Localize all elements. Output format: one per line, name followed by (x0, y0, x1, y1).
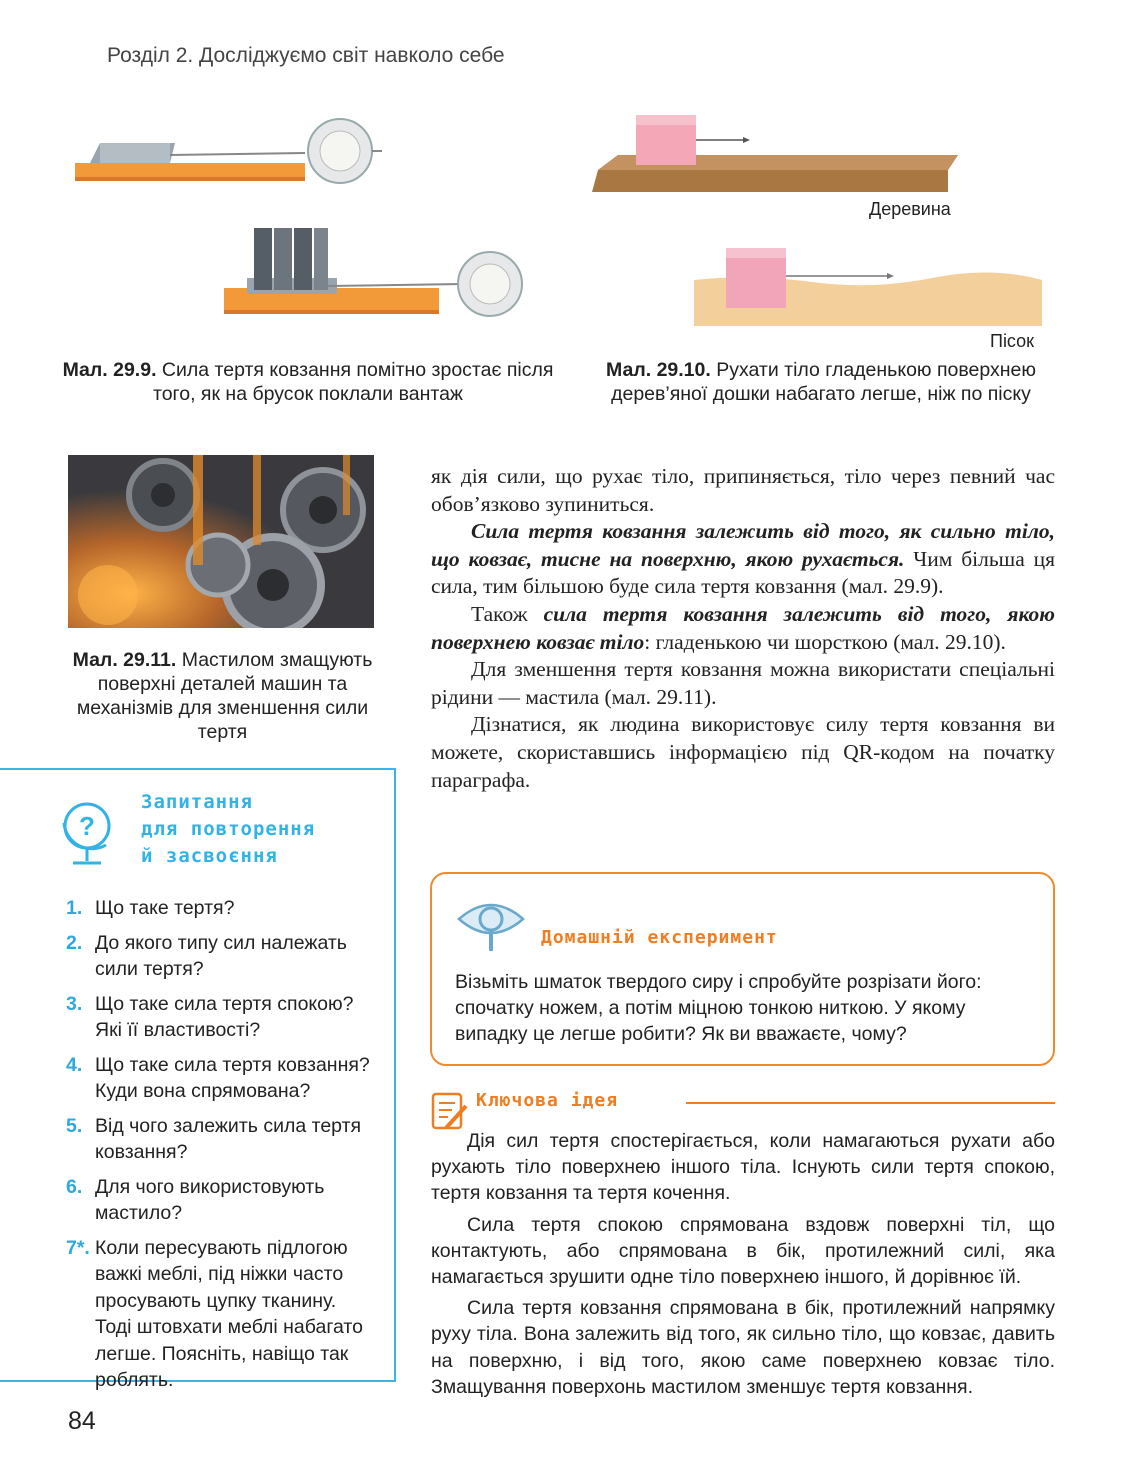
key-idea-divider (686, 1102, 1055, 1104)
questions-title (141, 789, 315, 870)
question-item (66, 991, 376, 1044)
figure-29-10-sand-image (692, 238, 1044, 328)
question-item (66, 895, 376, 922)
main-paragraph-2-rest: Чим більша ця сила, тим більшою буде сила тертя ковзання (мал. 29.9). (431, 546, 1055, 599)
question-text: Для чого використовують мастило? (95, 1175, 325, 1224)
svg-text:?: ? (79, 811, 95, 841)
main-paragraph-4: Для зменшення тертя ковзання можна використати спеціальні рідини — мастила (мал. 29.11). (431, 657, 1055, 709)
figure-29-11-number: Мал. 29.11. (72, 649, 177, 671)
main-paragraph-1: як дія сили, що рухає тіло, припиняється, тіло через певний час обов’язково зупиниться. (431, 464, 1055, 516)
main-paragraph-2 (431, 518, 1055, 601)
question-number: 6. (66, 1175, 83, 1198)
key-idea-paragraph-3: Сила тертя ковзання спрямована в бік, протилежний напрямку руху тіла. Вона залежить від того, як сильно тіло, що ковзає, давить на поверхню, і від того, якою саме поверхнею ковзає тіло. Змащування поверхонь мастилом зменшує тертя ковзання. (431, 1297, 1055, 1398)
figure-29-9-top-image (70, 115, 400, 190)
question-text: Від чого залежить сила тертя ковзання? (95, 1114, 362, 1163)
main-paragraph-3-emphasis: сила тертя ковзання залежить від того, якою поверхнею ковзає тіло (431, 601, 1055, 654)
wood-label: Деревина (869, 199, 951, 219)
questions-title-line-3: й засвоєння (141, 845, 278, 867)
figure-29-9-bottom-image (222, 208, 542, 328)
question-text: До якого типу сил належать сили тертя? (95, 931, 347, 980)
question-item (66, 1174, 376, 1227)
figure-29-10-caption (596, 358, 1046, 406)
figure-29-11-gears-photo (68, 455, 374, 628)
question-number: 3. (66, 992, 83, 1015)
question-number: 5. (66, 1114, 83, 1137)
figure-29-11-text: Мастилом змащують поверхні деталей машин та механізмів для зменшення сили тертя (76, 649, 373, 743)
question-text: Що таке сила тертя ковзання? Куди вона спрямована? (95, 1053, 370, 1102)
main-text (431, 463, 1055, 794)
key-idea-title: Ключова ідея (476, 1090, 619, 1111)
key-idea-paragraph-1: Дія сил тертя спостерігається, коли намагаються рухати або рухають тіло поверхнею іншого тіла. Існують сили тертя спокою, тертя ковзання та тертя кочення. (431, 1130, 1055, 1205)
question-item (66, 930, 376, 983)
figure-29-11-caption (70, 648, 375, 744)
question-text: Що таке тертя? (95, 897, 235, 919)
main-paragraph-3-rest: : гладенькою чи шорсткою (мал. 29.10). (644, 629, 1006, 654)
eye-magnifier-icon (455, 895, 527, 955)
question-number: 7*. (66, 1236, 90, 1259)
question-item (66, 1113, 376, 1166)
question-number: 2. (66, 931, 83, 954)
main-paragraph-5: Дізнатися, як людина використовує силу тертя ковзання ви можете, скориставшись інформацією під QR-кодом на початку параграфа. (431, 712, 1055, 792)
key-idea-text (431, 1128, 1055, 1405)
figure-29-9-caption (58, 358, 558, 406)
main-paragraph-2-emphasis: Сила тертя ковзання залежить від того, як сильно тіло, що ковзає, тисне на поверхню, якою рухається. (431, 519, 1055, 571)
main-paragraph-3-start: Також (471, 601, 544, 626)
sand-label: Пісок (990, 331, 1035, 351)
figure-29-10-wood-image (588, 110, 968, 198)
question-number: 4. (66, 1053, 83, 1076)
figure-29-10-number: Мал. 29.10. (606, 359, 711, 381)
running-header: Розділ 2. Досліджуємо світ навколо себе (107, 44, 505, 67)
questions-title-line-2: для повторення (141, 818, 316, 840)
home-experiment-text: Візьміть шматок твердого сиру і спробуйте розрізати його: спочатку ножем, а потім міцною тонкою ниткою. У якому випадку це легше робити? Як ви вважаєте, чому? (455, 971, 982, 1045)
page-number: 84 (68, 1407, 96, 1435)
figure-29-9-number: Мал. 29.9. (62, 359, 157, 381)
home-experiment-title: Домашній експеримент (541, 927, 778, 948)
figure-29-9-text: Сила тертя ковзання помітно зростає після того, як на брусок поклали вантаж (153, 359, 554, 405)
question-text: Що таке сила тертя спокою? Які її властивості? (95, 992, 354, 1041)
figure-29-10-text: Рухати тіло гладенькою поверхнею дерев’яної дошки набагато легше, ніж по піску (611, 359, 1036, 405)
question-number: 1. (66, 897, 83, 919)
questions-title-line-1: Запитання (141, 791, 253, 813)
key-idea-paragraph-2: Сила тертя спокою спрямована вздовж поверхні тіл, що контактують, або спрямована в бік, протилежний силі, яка намагається зрушити одне тіло поверхнею іншого, й дорівнює їй. (431, 1213, 1055, 1289)
question-globe-icon (56, 793, 118, 871)
question-item (66, 1052, 376, 1105)
question-item (66, 1235, 376, 1394)
main-paragraph-3 (431, 601, 1055, 656)
questions-list (66, 895, 376, 1402)
question-text: Коли пересувають підлогою важкі меблі, під ніжки часто просувають цупку тканину. Тоді штовхати меблі набагато легше. Поясніть, навіщо так роблять. (95, 1236, 363, 1391)
